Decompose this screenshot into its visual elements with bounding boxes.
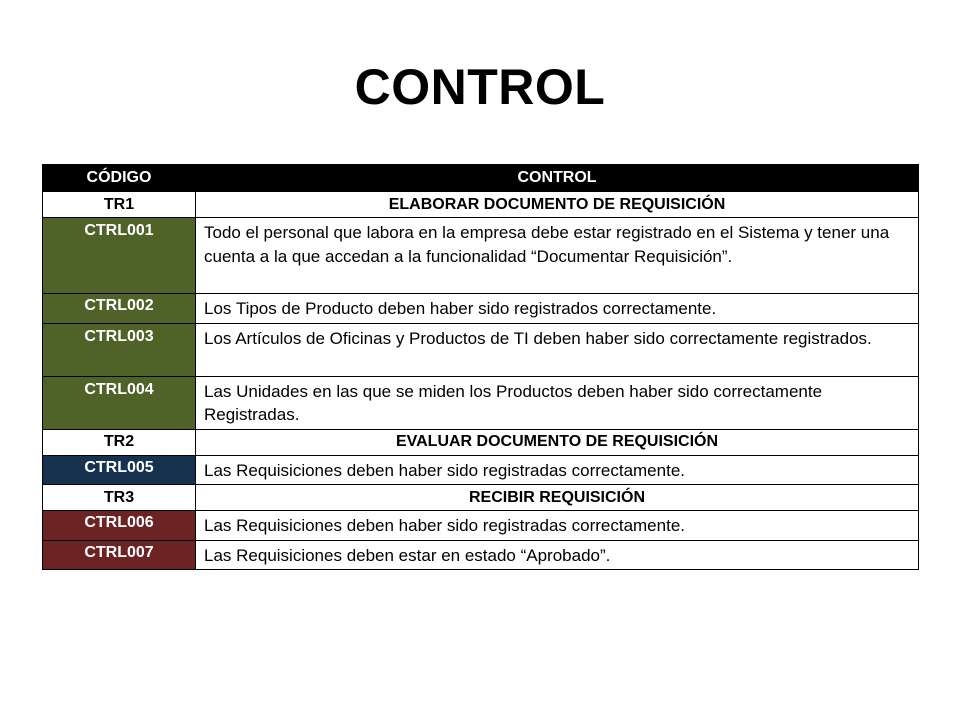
control-row-ctrl007 [43,540,919,570]
header-code: CÓDIGO [43,165,196,192]
header-control: CONTROL [196,165,919,192]
control-code: CTRL002 [43,294,196,324]
control-row-ctrl001 [43,218,919,294]
task-code: TR1 [43,192,196,218]
control-table [42,164,919,570]
control-code: CTRL003 [43,323,196,376]
task-title: EVALUAR DOCUMENTO DE REQUISICIÓN [196,429,919,455]
task-code: TR2 [43,429,196,455]
control-code: CTRL007 [43,540,196,570]
control-description: Todo el personal que labora en la empresa debe estar registrado en el Sistema y tener una cuenta a la que accedan a la funcionalidad “Documentar Requisición”. [196,218,919,294]
control-row-ctrl002 [43,294,919,324]
page-title: CONTROL [354,59,606,115]
control-code: CTRL001 [43,218,196,294]
control-code: CTRL005 [43,455,196,485]
control-code: CTRL006 [43,511,196,541]
task-title: ELABORAR DOCUMENTO DE REQUISICIÓN [196,192,919,218]
control-description: Los Tipos de Producto deben haber sido registrados correctamente. [196,294,919,324]
control-row-ctrl006 [43,511,919,541]
control-row-ctrl004 [43,376,919,429]
task-row-tr3 [43,485,919,511]
task-title: RECIBIR REQUISICIÓN [196,485,919,511]
control-row-ctrl003 [43,323,919,376]
control-description: Las Requisiciones deben haber sido registradas correctamente. [196,511,919,541]
control-description: Las Requisiciones deben haber sido registradas correctamente. [196,455,919,485]
control-code: CTRL004 [43,376,196,429]
table-header-row [43,165,919,192]
control-description: Las Unidades en las que se miden los Productos deben haber sido correctamente Registradas. [196,376,919,429]
control-description: Las Requisiciones deben estar en estado “Aprobado”. [196,540,919,570]
control-row-ctrl005 [43,455,919,485]
control-description: Los Artículos de Oficinas y Productos de TI deben haber sido correctamente registrados. [196,323,919,376]
task-row-tr2 [43,429,919,455]
task-row-tr1 [43,192,919,218]
task-code: TR3 [43,485,196,511]
